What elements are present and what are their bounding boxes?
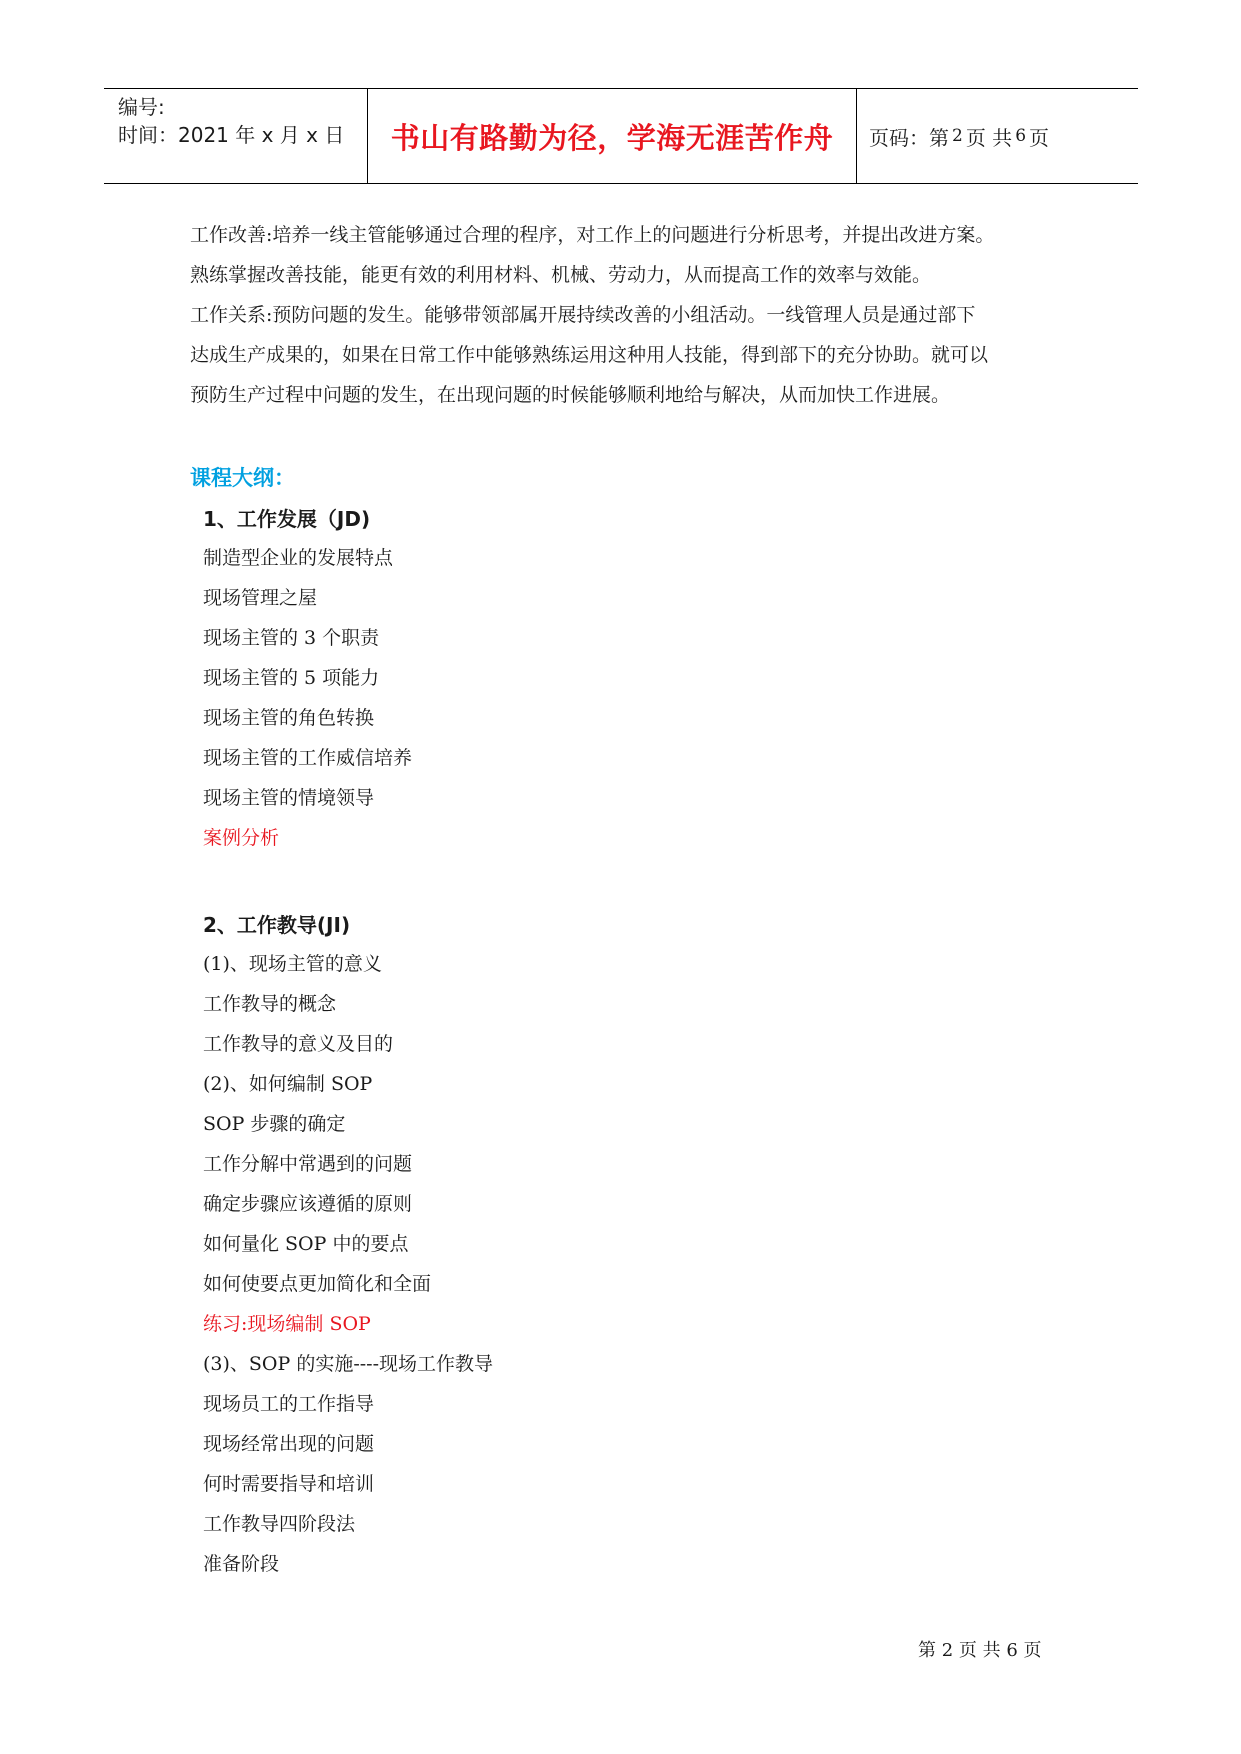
- list-item: (2)、如何编制 SOP: [203, 1073, 373, 1095]
- list-item: 准备阶段: [203, 1553, 280, 1575]
- list-item: 工作分解中常遇到的问题: [203, 1153, 413, 1175]
- list-item: 现场经常出现的问题: [203, 1433, 375, 1455]
- list-item: 现场主管的工作威信培养: [203, 747, 413, 769]
- list-item: (1)、现场主管的意义: [203, 953, 382, 975]
- page-total: 6: [1015, 126, 1027, 146]
- page-prefix: 页码：第: [869, 125, 949, 150]
- list-item: 确定步骤应该遵循的原则: [203, 1193, 413, 1215]
- header-meta: [104, 89, 368, 183]
- list-item: 现场管理之屋: [203, 587, 318, 609]
- exercise-highlight: 练习:现场编制 SOP: [203, 1313, 371, 1335]
- list-item: 工作教导的概念: [203, 993, 337, 1015]
- outline-title: 课程大纲：: [190, 466, 295, 490]
- list-item: 工作教导四阶段法: [203, 1513, 356, 1535]
- page-suffix: 页: [1029, 125, 1050, 150]
- time-label: 时间：2021 年 x 月 x 日: [118, 123, 345, 147]
- list-item: 工作教导的意义及目的: [203, 1033, 394, 1055]
- case-study-highlight: 案例分析: [203, 827, 280, 849]
- motto-text: 书山有路勤为径，学海无涯苦作舟: [390, 120, 834, 155]
- list-item: 现场主管的 5 项能力: [203, 667, 380, 689]
- list-item: 如何使要点更加简化和全面: [203, 1273, 432, 1295]
- section2-heading: 2、工作教导(JI): [203, 913, 351, 937]
- list-item: 现场主管的角色转换: [203, 707, 375, 729]
- list-item: 制造型企业的发展特点: [203, 547, 394, 569]
- list-item: SOP 步骤的确定: [203, 1113, 346, 1135]
- page-mid: 页 共: [965, 125, 1013, 150]
- list-item: 现场主管的情境领导: [203, 787, 375, 809]
- list-item: (3)、SOP 的实施----现场工作教导: [203, 1353, 494, 1375]
- intro-line: 熟练掌握改善技能，能更有效的利用材料、机械、劳动力，从而提高工作的效率与效能。: [190, 264, 932, 286]
- number-label: 编号:: [118, 95, 165, 119]
- page-footer: 第 2 页 共 6 页: [918, 1640, 1042, 1661]
- intro-line: 达成生产成果的，如果在日常工作中能够熟练运用这种用人技能，得到部下的充分协助。就可以: [190, 344, 989, 366]
- list-item: 现场主管的 3 个职责: [203, 627, 380, 649]
- page-header: [104, 88, 1138, 184]
- header-page-info: [857, 89, 1138, 183]
- section1-heading: 1、工作发展（JD): [203, 507, 371, 531]
- intro-line: 预防生产过程中问题的发生，在出现问题的时候能够顺利地给与解决，从而加快工作进展。: [190, 384, 951, 406]
- list-item: 如何量化 SOP 中的要点: [203, 1233, 409, 1255]
- page-current: 2: [952, 126, 963, 146]
- list-item: 现场员工的工作指导: [203, 1393, 375, 1415]
- list-item: 何时需要指导和培训: [203, 1473, 375, 1495]
- header-motto: [368, 89, 857, 183]
- intro-line: 工作关系:预防问题的发生。能够带领部属开展持续改善的小组活动。一线管理人员是通过部下: [190, 304, 976, 326]
- intro-line: 工作改善:培养一线主管能够通过合理的程序，对工作上的问题进行分析思考，并提出改进方案。: [190, 224, 995, 246]
